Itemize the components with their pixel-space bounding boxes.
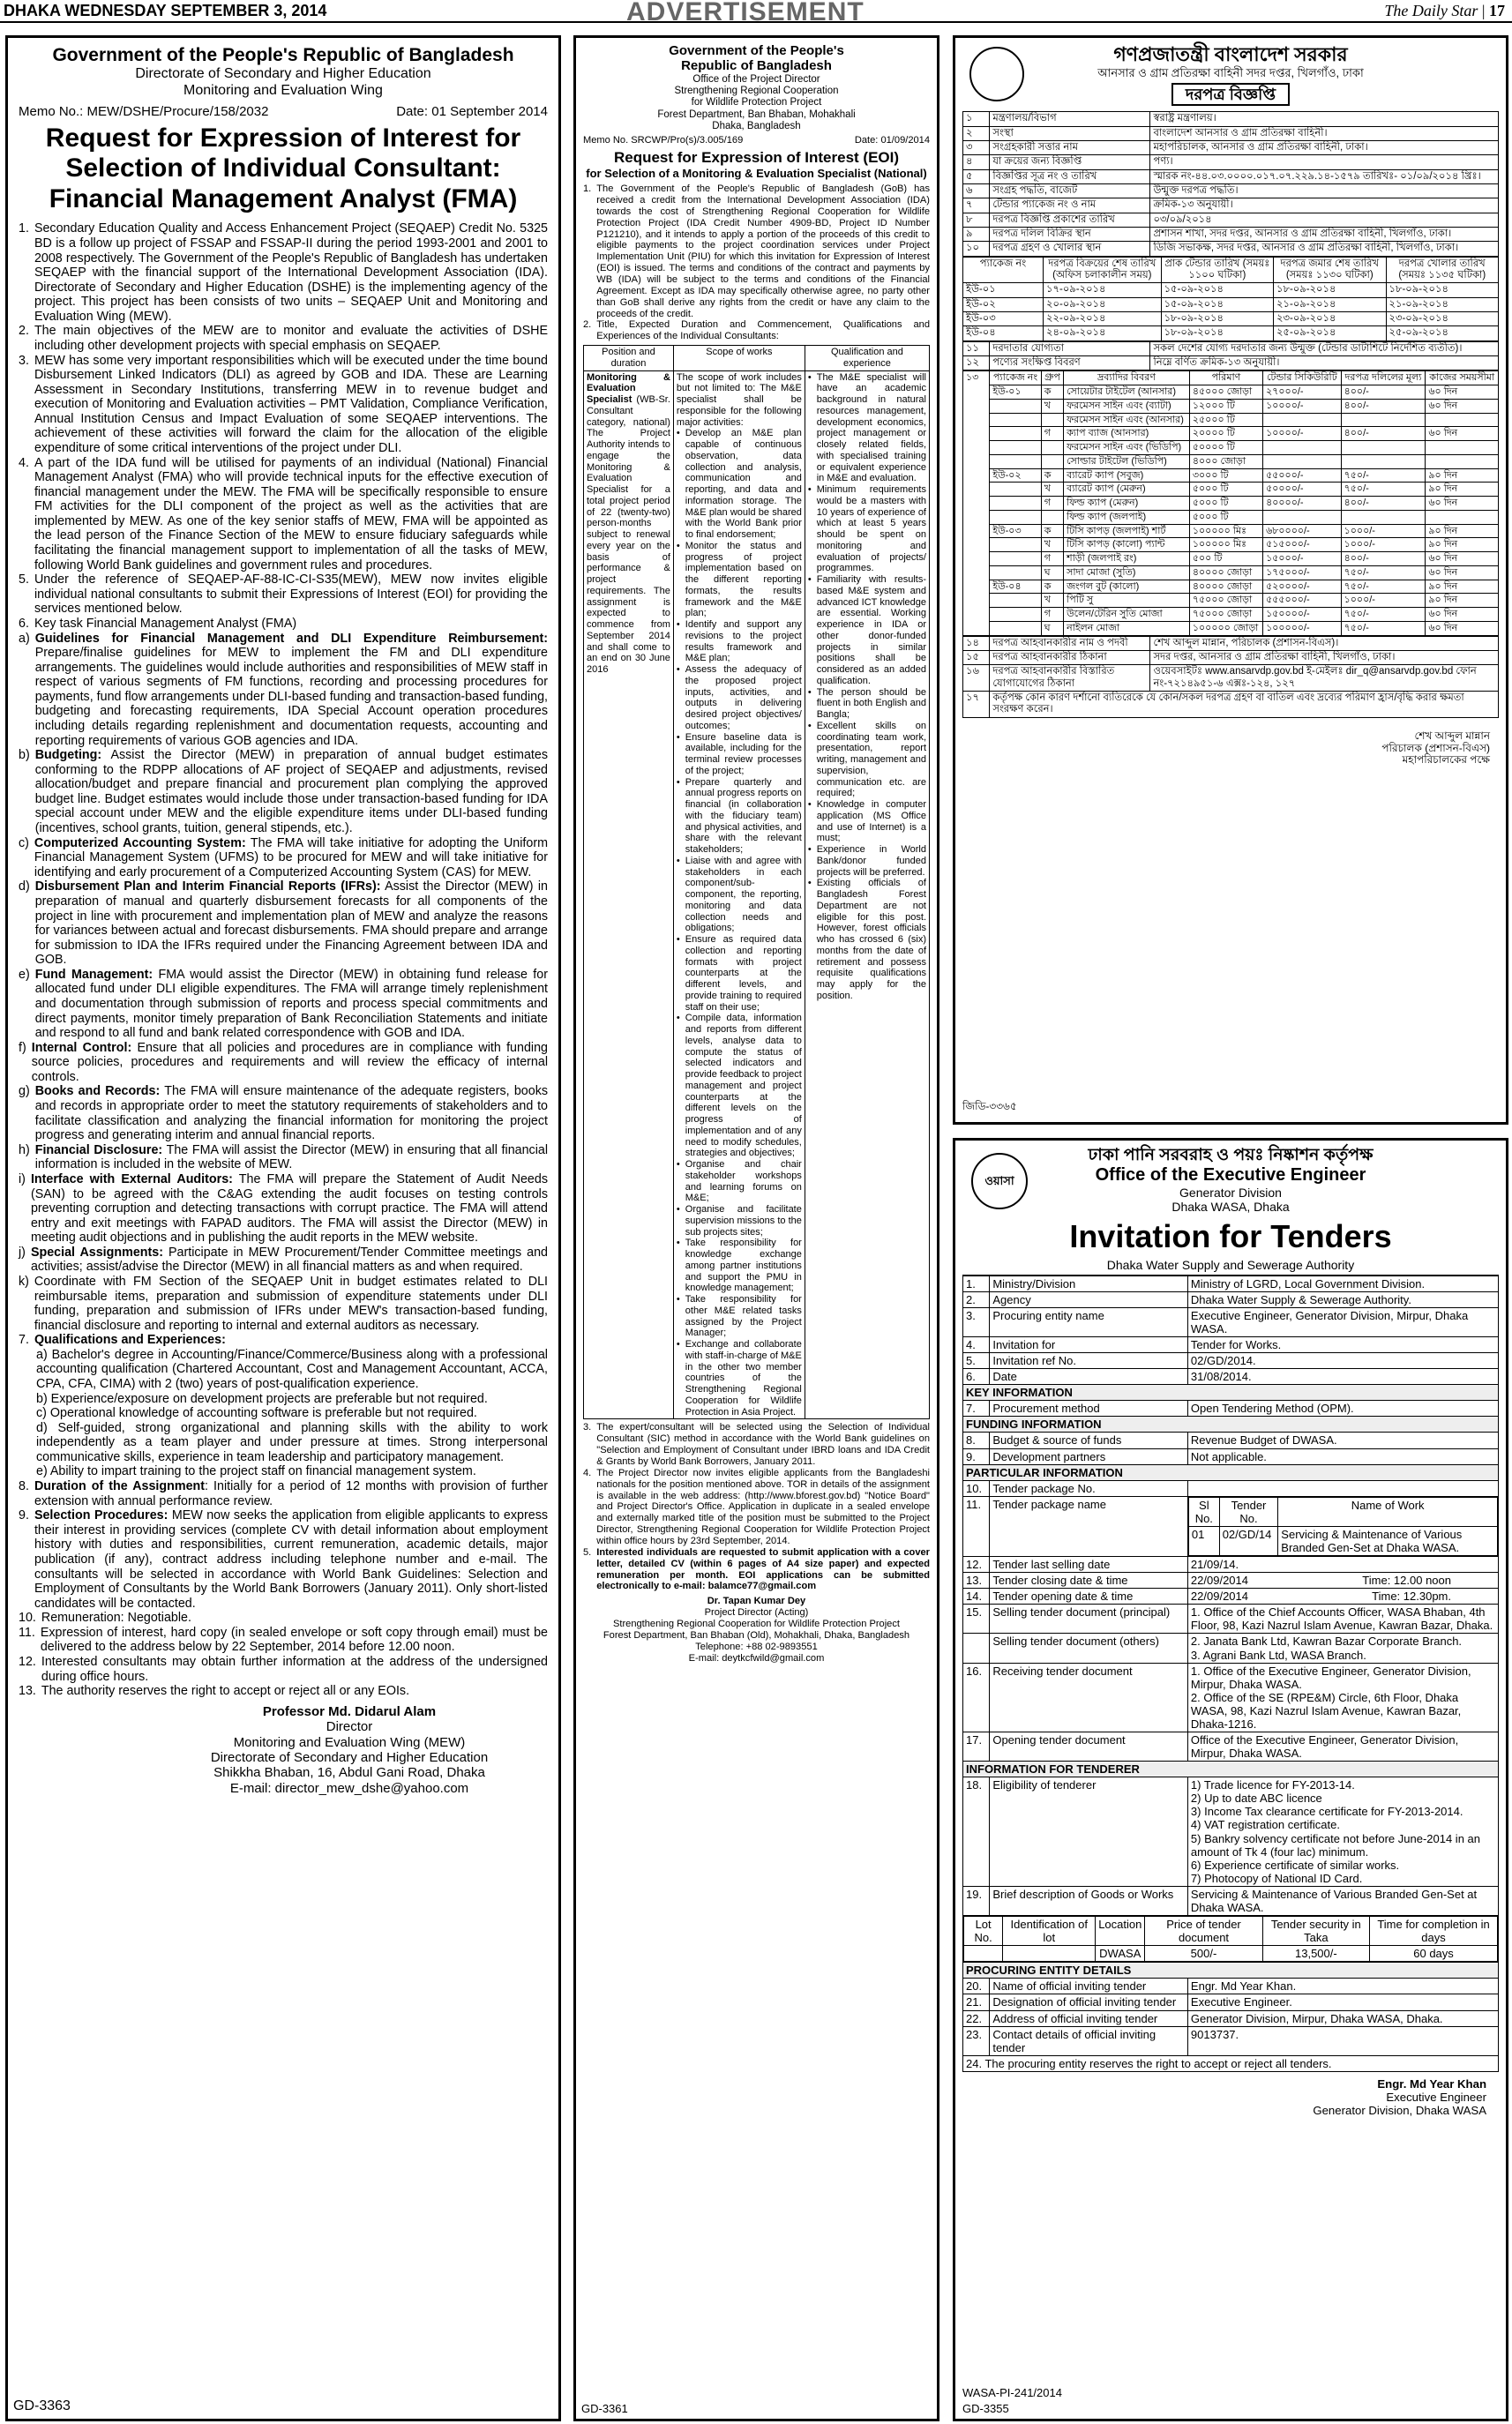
ad4-bn-title: ঢাকা পানি সরবরাহ ও পয়ঃ নিষ্কাশন কর্তৃপক্ষ <box>1088 1146 1374 1164</box>
scope-item: • Ensure as required data collection and reporting formats with project counterparts at the different levels, and provide training to required staff on their use; <box>676 934 802 1013</box>
table-row: 17. Opening tender document Office of the Executive Engineer, Generator Division, Mirpur, Dhaka WASA. <box>963 1732 1499 1762</box>
ad2-office: Office of the Project Director Strengthening Regional Cooperation for Wildlife Protection Project Forest Department, Ban Bhaban, Mohakhali Dhaka, Bangladesh <box>657 73 856 132</box>
table-row: 11. Tender package name Sl No. Tender No. Name of Work 01 02/GD/14 Servicing & Maintenance of Various Branded Gen-Set at Dhaka WASA. <box>963 1496 1499 1556</box>
ad1-memo-line: Memo No.: MEW/DSHE/Procure/158/2032 Date: 01 September 2014 <box>19 104 548 120</box>
fma-eoi-ad <box>5 35 561 2421</box>
task-item: a) Guidelines for Financial Management and DLI Expenditure Reimbursement: Prepare/finalise guidelines for MEW to implement the FM and DLI expenditure arrangements. The guidelines would include authorities and responsibilities of MEW staff in respect of various segments of FM functions, recording and processing procedures for payments, fund flow arrangements under DLI-based funding and transaction-based funding, budgeting and forecasting requirements, IDA Special Account operation procedures including details regarding replenishment and documentation requests, accounting and reporting requirements of various GOB agencies and IDA. <box>19 631 548 748</box>
table-row: ইউ-০১ ক সোয়েটার টাইটেল (আনসার) ৪৫০০০ জোড়া ২৭০০০/- ৪০০/- ৬০ দিন <box>963 385 1499 400</box>
ad2-para: 4. The Project Director now invites eligible applicants from the Bangladeshi nationals for the position mentioned above. TOR in details of the assignment is available in the web address: (http://www.bforest.gov.bd) "Notice Board" and Project Director's Office. Application in duplicate in a sealed envelope and externally marked title of the position must be submitted to the Project Director, Strengthening Regional Cooperation for Wildlife Protection Project within office hours by 23rd September, 2014. <box>583 1467 930 1546</box>
ad1-para: 3. MEW has some very important responsibilities which will be executed under the time bound Disbursement Linked Indicators (DLI) as agreed by GOB and IDA. These are Learning Assessment in Secondary Institutions, transferring MEW in to revenue budget and execution of Monitoring and Evaluation activities – PMT Validation, Compliance Verification, Annual Institution Census and Impact Evaluation of some SEQAEP interventions. The achievement of these activities will forward the claim for the allocation of the eligible expenditure of some critical interventions of the project under DLI. <box>19 353 548 456</box>
ad3-info-table-2 <box>962 341 1499 371</box>
table-row: ১৪ দরপত্র আহবানকারীর নাম ও পদবী শেখ আব্দুল মান্নান, পরিচালক (প্রশাসন-বিএস)। <box>963 636 1499 650</box>
task-item: g) Books and Records: The FMA will ensure maintenance of the adequate registers, books and records in appropriate order to meet the statutory requirements of stakeholders and to facilitate classification and analyzing the financial information for monitoring the project progress and generating interim and annual financial reports. <box>19 1084 549 1143</box>
scope-list <box>677 428 802 1418</box>
table-row: ৪ যা ক্রয়ের জন্য বিজ্ঞপ্তি পণ্য। <box>963 155 1499 169</box>
table-row: 9. Development partners Not applicable. <box>963 1448 1499 1464</box>
qual-list <box>19 1348 548 1479</box>
scope-item: • Take responsibility for other M&E related tasks assigned by the Project Manager; <box>676 1294 802 1339</box>
page-header <box>0 0 1512 26</box>
table-row: 6. Date 31/08/2014. <box>963 1369 1499 1385</box>
table-row: ৭ টেন্ডার প্যাকেজ নং ও নাম ক্রমিক-১৩ অনুযায়ী। <box>963 198 1499 213</box>
ad2-code: GD-3361 <box>581 2401 628 2415</box>
table-row: ইউ-০২ ২০-০৯-২০১৪ ১৫-০৯-২০১৪ ২১-০৯-২০১৪ ২১-০৯-২০১৪ <box>963 297 1499 311</box>
qual-item: • Excellent skills on coordinating team work, presentation, report writing, management and supervision, communication etc. are required; <box>807 720 926 799</box>
scope-item: • Organise and facilitate supervision missions to the sub projects sites; <box>676 1204 802 1238</box>
scope-item: • Develop an M&E plan capable of continuous observation, data collection and analysis, communication and reporting, and data and information storage. The M&E plan would be shared with the World Bank prior to final endorsement; <box>676 428 802 541</box>
task-item: d) Disbursement Plan and Interim Financial Reports (IFRs): Assist the Director (MEW) in preparation of manual and quarterly disbursement forecasts for all components of the project in line with procurement and implementation plan of MEW and analyze the reasons for variances between actual and forecast disbursements. FMA should prepare and arrange for submission to IDA the IFRs required under the Financing Agreement between IDA and GOB. <box>19 879 548 968</box>
me-specialist-eoi-ad <box>573 35 939 2421</box>
table-row: ফরমেসন সাইন এবং (আনসার) ২৫০০০ টি <box>963 413 1499 427</box>
task-item: b) Budgeting: Assist the Director (MEW) in preparation of annual budget estimates conforming to the RDPP allocations of AF project of SEQAEP and adjustments, revised allocation/budget and prepare financial and procurement plan complying the approved budget line. Budget estimates would include those under transaction-based funding for IDA special account under MEW and the eligible expenditure items under DLI-based funding (incentives, school grants, tuition, general stipends, etc.). <box>19 748 548 836</box>
ad3-title1: গণপ্রজাতন্ত্রী বাংলাদেশ সরকার <box>1113 43 1348 65</box>
ad1-para: 10. Remuneration: Negotiable. <box>19 1611 191 1626</box>
wasa-logo-icon: ওয়াসা <box>971 1153 1028 1209</box>
table-row: ঘ নাইলন মোজা ১০০০০০ জোড়া ১০০০০০/- ৭৫০/- ৬০ দিন <box>963 621 1499 635</box>
table-row: ১৭ কর্তৃপক্ষ কোন কারণ দর্শানো ব্যতিরেকে যে কোন/সকল দরপত্র গ্রহণ বা বাতিল এবং দ্রব্যের পরিমাণ হ্রাস/বৃদ্ধি করার ক্ষমতা সংরক্ষণ করেন। <box>963 691 1499 717</box>
table-row: ১০ দরপত্র গ্রহণ ও খোলার স্থান ডিজি সভাকক্ষ, সদর দপ্তর, আনসার ও গ্রাম প্রতিরক্ষা বাহিনী, খিলগাঁও, ঢাকা। <box>963 242 1499 256</box>
table-row: সোল্ডার টাইটেল (ভিডিপি) ৪০০০ জোড়া <box>963 454 1499 468</box>
ad3-info-table <box>962 111 1499 256</box>
ad4-title: Invitation for Tenders <box>1069 1217 1392 1254</box>
table-row: গ ফিল্ড ক্যাপ (মেরুন) ৫০০০ টি ৪০০০০/- ৪০০/- ৬০ দিন <box>963 497 1499 511</box>
qual-item: c) Operational knowledge of accounting software is preferable but not required. <box>36 1406 477 1421</box>
qual-item: • Existing officials of Bangladesh Forest Department are not eligible for this post. However, forest officials who has crossed 6 (six) months from the date of retirement and possess requisite qualifications may apply for the position. <box>807 878 926 1001</box>
table-row: খ পিটি সু ৭৫০০০ জোড়া ৫৫৫০০০/- ১০০০/- ৯০ দিন <box>963 594 1499 608</box>
table-row: 5. Invitation ref No. 02/GD/2014. <box>963 1353 1499 1369</box>
scope-item: • Organise and chair stakeholder workshops and learning forums on M&E; <box>676 1159 802 1204</box>
ad4-authority: Dhaka Water Supply and Sewerage Authority <box>962 1258 1499 1275</box>
ad2-para: 2. Title, Expected Duration and Commencement, Qualifications and Experiences of the Individual Consultants: <box>583 319 930 342</box>
scope-item: • Identify and support any revisions to the project results framework and M&E plan; <box>676 619 802 664</box>
table-row: Selling tender document (others) 2. Janata Bank Ltd, Kawran Bazar Corporate Branch. 3. Agrani Bank Ltd, WASA Branch. <box>963 1634 1499 1663</box>
ad1-para: 5. Under the reference of SEQAEP-AF-88-IC-CI-S35(MEW), MEW now invites eligible individual national consultants to submit their Expressions of Interest (EOI) for providing the services mentioned below. <box>19 572 548 617</box>
table-row: ২ সংস্থা বাংলাদেশ আনসার ও গ্রাম প্রতিরক্ষা বাহিনী। <box>963 126 1499 140</box>
section-heading: INFORMATION FOR TENDERER <box>963 1762 1499 1777</box>
ad3-code: জিডি-৩৩৬৫ <box>962 1100 1017 1113</box>
task-item: k) Coordinate with FM Section of the SEQAEP Unit in budget estimates related to DLI reimbursable items, preparation and submission of expenditure statements under DLI funding, preparation and submission of IFRs under MEW's transaction-based funding, financial disclosure and reporting to internal and external auditors as necessary. <box>19 1274 548 1333</box>
ad3-title2: আনসার ও গ্রাম প্রতিরক্ষা বাহিনী সদর দপ্তর, খিলগাঁও, ঢাকা <box>1097 65 1364 79</box>
table-row: ফিল্ড ক্যাপ (জলপাই) ৫০০০ টি <box>963 510 1499 524</box>
table-row: ১৩ প্যাকেজ নং গ্রুপ দ্রব্যাদির বিবরণ পরিমাণ টেন্ডার সিকিউরিটি দরপত্র দলিলের মূল্য কাজের সময়সীমা <box>963 371 1499 385</box>
table-row: গ শাড়ী (জলপাই রং) ৫০০ টি ১৫০০০/- ৪০০/- ৬০ দিন <box>963 552 1499 566</box>
table-row: খ ব্যারেট ক্যাপ (মেরুন) ৫০০০ টি ৫০০০০/- ৭৫০/- ৯০ দিন <box>963 483 1499 497</box>
ad3-title3: দরপত্র বিজ্ঞপ্তি <box>1171 83 1290 107</box>
table-row: ১৬ দরপত্র আহবানকারীর বিস্তারিত যোগাযোগের ঠিকানা ওয়েবসাইটঃ www.ansarvdp.gov.bd ই-মেইলঃ dir_q@ansarvdp.gov.bd ফোন নং-৭২১৪৯৫১-৬ এক্সঃ-১২৪, ১২৭ <box>963 665 1499 692</box>
ad1-dir: Directorate of Secondary and Higher Education <box>135 66 431 82</box>
scope-item: • Compile data, information and reports from different levels, analyse data to compute the status of selected indicators and provide feedback to project management and project counterparts at the different levels on the progress of implementation and of any need to modify schedules, strategies and objectives; <box>676 1013 802 1159</box>
table-row: ৯ দরপত্র দলিল বিক্রির স্থান প্রশাসন শাখা, সদর দপ্তর, আনসার ও গ্রাম প্রতিরক্ষা বাহিনী, খিলগাঁও, ঢাকা। <box>963 228 1499 242</box>
table-row: ৬ সংগ্রহ পদ্ধতি, বাজেট উন্মুক্ত দরপত্র পদ্ধতি। <box>963 184 1499 198</box>
table-row: খ টিসি কাপড় (কালো) প্যান্ট ১০০০০০ মিঃ ৫১৫০০০/- ১০০০/- ৯০ দিন <box>963 538 1499 552</box>
ad2-memo-line: Memo No. SRCWP/Pro(s)/3.005/169 Date: 01/09/2014 <box>583 135 930 146</box>
table-row: ইউ-০৩ ক টিসি কাপড় (জলপাই) শার্ট ১০০০০০ মিঃ ৬৮০০০০/- ১০০০/- ৯০ দিন <box>963 524 1499 538</box>
table-row: 21. Designation of official inviting tender Executive Engineer. <box>963 1994 1499 2010</box>
table-row: ইউ-০৪ ক জংগল বুট (কালো) ৪০০০০ জোড়া ৫২০০০০/- ৭৫০/- ৯০ দিন <box>963 580 1499 594</box>
table-row: 14. Tender opening date & time 22/09/2014 Time: 12.30pm. <box>963 1589 1499 1605</box>
lot-table-row <box>963 1916 1499 1963</box>
ad1-gov: Government of the People's Republic of Bangladesh <box>52 45 514 65</box>
qual-item: d) Self-guided, strong organizational and planning skills with the ability to work independently as a team player and under pressure at times. Strong interpersonal communicative skills, experience in team leadership and participatory management. <box>36 1420 548 1464</box>
ad3-info-table-3 <box>962 636 1499 718</box>
table-row: প্যাকেজ নং দরপত্র বিক্রয়ের শেষ তারিখ (অফিস চলাকালীন সময়) প্রাক টেন্ডার তারিখ (সময়ঃ ১১০০ ঘটিকা) দরপত্র জমার শেষ তারিখ (সময়ঃ ১১৩০ ঘটিকা) দরপত্র খোলার তারিখ (সময়ঃ ১১৩৫ ঘটিকা) <box>963 257 1499 283</box>
task-item: f) Internal Control: Ensure that all policies and procedures are in compliance with funding source policies, procedures and requirements and will review the efficacy of internal controls. <box>19 1040 548 1084</box>
package-subtable: Sl No. Tender No. Name of Work 01 02/GD/14 Servicing & Maintenance of Various Branded Gen-Set at Dhaka WASA. <box>1188 1497 1498 1556</box>
table-row: ইউ-০৩ ২২-০৯-২০১৪ ১৮-০৯-২০১৪ ২৩-০৯-২০১৪ ২৩-০৯-২০১৪ <box>963 312 1499 326</box>
qual-item: • The M&E specialist will have an academic background in natural resources management, development economics, project management or closely related fields, with specialised training or equivalent experience in M&E and evaluation. <box>807 371 926 484</box>
ad4-code: GD-3355 <box>962 2401 1009 2415</box>
govt-emblem-icon <box>969 47 1024 101</box>
table-row: 13. Tender closing date & time 22/09/2014 Time: 12.00 noon <box>963 1573 1499 1589</box>
qual-item: • The person should be fluent in both English and Bangla; <box>807 686 926 721</box>
table-row: 18. Eligibility of tenderer 1) Trade licence for FY-2013-14. 2) Up to date ABC licence 3) Income Tax clearance certificate for FY-2013-2014. 4) VAT registration certificate. 5) Bankry solvency certificate not before June-2014 in an amount of Tk 4 (four lac) minimum. 6) Experience certificate of similar works. 7) Photocopy of National ID Card. <box>963 1777 1499 1887</box>
table-row: 2. Agency Dhaka Water Supply & Sewerage Authority. <box>963 1291 1499 1307</box>
task-item: i) Interface with External Auditors: The FMA will prepare the Statement of Audit Needs (SAN) to be agreed with the C&AG extending the audit focuses on testing controls preventing corruption and detecting transactions with corrupt practice. The FMA will attend entry and exit meetings with FAPAD auditors. The FMA will assist the Director (MEW) in meeting audit objections and in publishing the audit reports in the MEW website. <box>19 1171 548 1246</box>
scope-item: • Prepare quarterly and annual progress reports on financial (in collaboration with the fiduciary team) and physical activities, and share with the relevant stakeholders; <box>676 776 802 856</box>
scope-item: • Liaise with and agree with stakeholders in each component/sub-component, the reporting, monitoring and data collection needs and obligations; <box>676 855 802 934</box>
table-row: গ উলেন/টেরিন সুতি মোজা ৭৫০০০ জোড়া ১৫০০০০/- ৭৫০/- ৬০ দিন <box>963 608 1499 622</box>
qual-item: a) Bachelor's degree in Accounting/Finance/Commerce/Business along with a professional accounting qualification (Chartered Accountant, Cost and Management Accountant, ACCA, CPA, CFA, CIMA) with 2 (two) years of post-qualification experience. <box>36 1347 548 1392</box>
table-row: ইউ-০৪ ২৪-০৯-২০১৪ ১৮-০৯-২০১৪ ২৫-০৯-২০১৪ ২৫-০৯-২০১৪ <box>963 326 1499 340</box>
scope-item: • Assess the adequacy of the proposed project inputs, activities, and outputs in delivering desired project objectives/ outcomes; <box>676 664 802 731</box>
ad1-title: Request for Expression of Interest for Selection of Individual Consultant: Financial Management Analyst (FMA) <box>45 123 521 213</box>
table-row: 22. Address of official inviting tender Generator Division, Mirpur, Dhaka WASA, Dhaka. <box>963 2010 1499 2026</box>
lot-table: Lot No. Identification of lot Location Price of tender document Tender security in Taka Time for completion in days DWASA 500/- 13,500/- 60 days <box>963 1916 1498 1962</box>
ad1-para: 6. Key task Financial Management Analyst (FMA) <box>19 616 297 631</box>
ad2-position-table: Position and duration Scope of works Qualification and experience Monitoring & Evaluation Specialist (WB-Sr. Consultant category, national) The Project Authority intends to engage the Monitoring & Evaluation Specialist for a total project period of 22 (twenty-two) person-months subject to renewal every year on the basis of performance & project requirements. The assignment is expected to commence from September 2014 and shall come to an end on 30 June 2016 The scope of work includes but not limited to: The M&E specialist shall be responsible for the following major activities: • Develop an M&E plan capable of continuous observation, data collection and analysis, communication and reporting, and data and information storage. The M&E plan would be shared with the World Bank prior to final endorsement; • Monitor the status and progress of project implementation based on the different reporting formats, the results framework and the M&E plan; • Identify and support any revisions to the project results framework and M&E plan; • Assess the adequacy of the proposed project inputs, activities, and outputs in delivering desired project objectives/ outcomes; • Ensure baseline data is available, including for the terminal review processes of the project; • Prepare quarterly and annual progress reports on financial (in collaboration with the fiduciary team) and physical activities, and share with the relevant stakeholders; • Liaise with and agree with stakeholders in each component/sub-component, the reporting, monitoring and data collection needs and obligations; • Ensure as required data collection and reporting formats with project counterparts at the different levels, and provide training to required staff on their use; • Compile data, information and reports from different levels, analyse data to compute the status of selected indicators and provide feedback to project management and project counterparts at the different levels on the progress of implementation and of any need to modify schedules, strategies and objectives; • Organise and chair stakeholder workshops and learning forums on M&E; • Organise and facilitate supervision missions to the sub projects sites; • Take responsibility for knowledge exchange among partner institutions and support the PMU in knowledge management; • Take responsibility for other M&E related tasks assigned by the Project Manager; • Exchange and collaborate with staff-in-charge of M&E in the other two member countries of the Strengthening Regional Cooperation for Wildlife Protection in Asia Project. • The M&E specialist will have an academic background in natural resources management, development economics, project management or closely related fields, with specialised training or equivalent experience in M&E and evaluation. • Minimum requirements would be a masters with 10 years of experience of which at least 5 years should be spent on monitoring and evaluation of projects/ programmes. • Familiarity with results-based M&E system and advanced ICT knowledge are essential. Working experience in IDA or other donor-funded projects in similar positions shall be considered as an added qualification. • The person should be fluent in both English and Bangla; • Excellent skills on coordinating team work, presentation, report writing, management and supervision, communication etc. are required; • Knowledge in computer application (MS Office and use of Internet) is a must; • Experience in World Bank/donor funded projects will be preferred. • Existing officials of Bangladesh Forest Department are not eligible for this post. However, forest officials who has crossed 6 (six) months from the date of retirement and possess requisite qualifications may apply for the position. <box>583 345 930 1419</box>
ad1-para: 2. The main objectives of the MEW are to monitor and evaluate the activities of DSHE including other development projects with special emphasis on SEQAEP. <box>19 324 548 353</box>
table-row: ৫ বিজ্ঞপ্তির সূত্র নং ও তারিখ স্মারক নং-৪৪.০৩.০০০০.০১৭.০৭.২২৯.১৪-১৫৭৯ তারিখঃ- ০১/০৯/২০১৪ খ্রিঃ। <box>963 169 1499 183</box>
table-row: 3. Procuring entity name Executive Engineer, Generator Division, Mirpur, Dhaka WASA. <box>963 1307 1499 1336</box>
ad2-para: 3. The expert/consultant will be selected using the Selection of Individual Consultant (SIC) method in accordance with the World Bank guidelines on "Selection and Employment of Consultant under IBRD loans and IDA Credit & Grants by World Bank Borrowers, January 2011. <box>583 1422 930 1467</box>
table-row: 23. Contact details of official inviting tender 9013737. <box>963 2026 1499 2055</box>
ad1-para: 11. Expression of interest, hard copy (in sealed envelope or soft copy through email) must be delivered to the address below by 22 September, 2014 before 12.00 noon. <box>19 1625 548 1655</box>
qual-item: • Experience in World Bank/donor funded projects will be preferred. <box>807 844 926 878</box>
table-row: 15. Selling tender document (principal) 1. Office of the Chief Accounts Officer, WASA Bhaban, 4th Floor, 98, Kazi Nazrul Islam Avenue, Kawran Bazar, Dhaka. <box>963 1605 1499 1634</box>
table-row: ফরমেসন সাইন এবং (ভিডিপি) ৫০০০০ টি <box>963 441 1499 455</box>
scope-item: • Exchange and collaborate with staff-in-charge of M&E in the other two member countries of the Strengthening Regional Cooperation for Wildlife Protection in Asia Project. <box>676 1339 802 1418</box>
task-item: e) Fund Management: FMA would assist the Director (MEW) in obtaining fund release for allocated fund under DLI eligible expenditures. The FMA will arrange timely replenishment and documentation through submission of reports and process special commitments and direct payments, monitor timely preparation of Bank Reconciliation Statements and initiate and respond to all fund and bank related correspondence with GOB and IDA. <box>19 967 548 1041</box>
section-heading: FUNDING INFORMATION <box>963 1417 1499 1433</box>
ad1-code: GD-3363 <box>13 2398 71 2414</box>
ad2-gov: Government of the People's Republic of Bangladesh <box>669 43 844 74</box>
table-row: ইউ-০১ ১৭-০৯-২০১৪ ১৫-০৯-২০১৪ ১৮-০৯-২০১৪ ১৮-০৯-২০১৪ <box>963 283 1499 297</box>
ad1-para: 12. Interested consultants may obtain further information at the address of the undersigned during office hours. <box>19 1655 548 1684</box>
scope-item: • Take responsibility for knowledge exchange among partner institutions and support the PMU in knowledge management; <box>676 1238 802 1294</box>
ad2-signature: Dr. Tapan Kumar Dey Project Director (Acting) Strengthening Regional Cooperation for Wildlife Protection Project Forest Department, Ban Bhaban (Old), Mohakhali, Dhaka, Bangladesh Telephone: +88 02-9893551 E-mail: deytkcfwild@gmail.com <box>603 1596 910 1664</box>
ad3-items-table <box>962 370 1499 635</box>
ad4-signature: Engr. Md Year Khan Executive Engineer Generator Division, Dhaka WASA <box>1313 2076 1486 2118</box>
table-row: ১৫ দরপত্র আহবানকারীর ঠিকানা সদর দপ্তর, আনসার ও গ্রাম প্রতিরক্ষা বাহিনী, খিলগাঁও, ঢাকা। <box>963 650 1499 664</box>
table-row: 8. Budget & source of funds Revenue Budget of DWASA. <box>963 1433 1499 1448</box>
table-row: গ ক্যাপ ব্যাজ (আনসার) ২০০০০ টি ১০০০০/- ৪০০/- ৬০ দিন <box>963 427 1499 441</box>
qual-item: b) Experience/exposure on development projects are preferable but not required. <box>36 1391 488 1406</box>
ad4-office: Office of the Executive Engineer <box>1095 1165 1366 1186</box>
scope-item: • Monitor the status and progress of project implementation based on the different reporting formats, the results framework and the M&E plan; <box>676 540 802 619</box>
ad2-subtitle: for Selection of a Monitoring & Evaluation Specialist (National) <box>586 167 927 180</box>
ad1-wing: Monitoring and Evaluation Wing <box>183 82 383 98</box>
table-row: ১২ পণ্যের সংক্ষিপ্ত বিবরণ নিম্নে বর্ণিত ক্রমিক-১৩ অনুযায়ী। <box>963 356 1499 370</box>
table-row: ১১ দরদাতার যোগ্যতা সকল দেশের যোগ্য দরদাতার জন্য উন্মুক্ত (টেন্ডার ডাটাশিটে নির্দেশিত ব্যতীত)। <box>963 341 1499 355</box>
table-row: 7. Procurement method Open Tendering Method (OPM). <box>963 1401 1499 1417</box>
ad1-para: 4. A part of the IDA fund will be utilised for payments of an individual (National) Financial Management Analyst (FMA) who will provide technical inputs for the effective execution of financial management under the MEW. The FMA will be specifically responsible to ensure FM activities for the DLI component of the project as well as the activities that are implemented by MEW. As one of the key senior staffs of MEW, FMA will be appointed as the lead person of the Finance Section of the MEW to ensure fiduciary safeguards while facilitating the financial management support to implementation of all the tasks of MEW, following World Bank guidelines and government rules and procedures. <box>19 455 548 572</box>
table-row: 10. Tender package No. <box>963 1480 1499 1496</box>
scope-item: • Ensure baseline data is available, including for the terminal review processes of the project; <box>676 731 802 776</box>
section-heading: PROCURING ENTITY DETAILS <box>963 1963 1499 1979</box>
table-row: ইউ-০২ ক ব্যারেট ক্যাপ (সবুজ) ৩০০০ টি ৫৫০০০/- ৭৫০/- ৯০ দিন <box>963 468 1499 483</box>
ad4-division: Generator Division <box>1179 1186 1282 1201</box>
ad1-para: 8. Duration of the Assignment: Initially for a period of 12 months with provision of further extension with annual performance review. <box>19 1479 548 1508</box>
ad3-schedule-table <box>962 257 1499 341</box>
section-heading: PARTICULAR INFORMATION <box>963 1464 1499 1480</box>
ad1-para: 1. Secondary Education Quality and Access Enhancement Project (SEQAEP) Credit No. 5325 BD is a follow up project of FSSAP and FSSAP-II during the period 1993-2001 and 2001 to 2008 respectively. The Government of the People's Republic of Bangladesh has undertaken SEQAEP with the financial support of the International Development Association (IDA). Directorate of Secondary and Higher Education (DSHE) is the implementing agency of the project. This project has been consists of two units – SEQAEP Unit and Monitoring and Evaluation Wing (MEW). <box>19 221 548 324</box>
table-row: 20. Name of official inviting tender Engr. Md Year Khan. <box>963 1979 1499 1994</box>
table-row: 16. Receiving tender document 1. Office of the Executive Engineer, Generator Division, Mirpur, Dhaka WASA. 2. Office of the SE (RPE&M) Circle, 6th Floor, Dhaka WASA, 98, Kazi Nazrul Islam Avenue, Kawran Bazar, Dhaka-1216. <box>963 1663 1499 1732</box>
header-section: ADVERTISEMENT <box>626 0 865 26</box>
ad2-para: 5. Interested individuals are requested to submit application with a cover letter, detailed CV (within 6 pages of A4 size paper) and expected remuneration per month. EOI applications can be submitted electronically to e-mail: balamce77@gmail.com <box>583 1546 930 1592</box>
ad1-para: 9. Selection Procedures: MEW now seeks the application from eligible applicants to express their interest in providing services (complete CV with detail information about employment history with duties and responsibilities, current remuneration, academic details, major publication (if any), contract address including telephone number and e-mail. The consultants will be selected in accordance with World Bank Guidelines: Selection and Employment of Consultants by the World Bank Borrowers (January 2011). Only short-listed candidates will be contacted. <box>19 1508 548 1611</box>
ad4-tender-table <box>962 1276 1499 2072</box>
ansar-tender-ad <box>953 35 1508 1125</box>
qual-list <box>808 372 926 1002</box>
table-row: 19. Brief description of Goods or Works Servicing & Maintenance of Various Branded Gen-Set at Dhaka WASA. <box>963 1886 1499 1915</box>
qual-item: e) Ability to impart training to the project staff on financial management system. <box>36 1464 476 1479</box>
ad4-code: WASA-PI-241/2014 <box>962 2385 1062 2399</box>
ad4-wasa: Dhaka WASA, Dhaka <box>1171 1200 1290 1215</box>
ad2-para: 1. The Government of the People's Republic of Bangladesh (GoB) has received a credit from the International Development Association (IDA) towards the cost of Strengthening Regional Cooperation for Wildlife Protection Project (IDA Credit Number 4909-BD, Project ID Number P121210), and it intends to apply a portion of the proceeds of this credit to eligible payments to the project coordination services under Project Implementation Unit (PIU) for which this invitation for Expression of Interest (EOI) is issued. The terms and conditions of the contract and payments by WB (IDA) will be subject to the terms and conditions of the Financial Agreement. Except as IDA may specifically otherwise agree, no party other than GoB shall derive any rights from the credit or have any claim to the proceeds of the credit. <box>583 183 930 319</box>
wasa-tender-ad <box>953 1138 1508 2421</box>
header-paper: The Daily Star | 17 <box>1384 2 1505 19</box>
header-date: DHAKA WEDNESDAY SEPTEMBER 3, 2014 <box>4 2 327 19</box>
table-row: 4. Invitation for Tender for Works. <box>963 1336 1499 1352</box>
table-row: খ ফরমেসন সাইন এবং (ব্যাটা) ১২০০০ টি ১০০০০/- ৪০০/- ৬০ দিন <box>963 399 1499 413</box>
ad3-signature: শেখ আব্দুল মান্নান পরিচালক (প্রশাসন-বিএস) মহাপরিচালকের পক্ষে <box>1381 729 1490 767</box>
ad1-signature: Professor Md. Didarul Alam Director Monitoring and Evaluation Wing (MEW) Directorate of Secondary and Higher Education Shikkha Bhaban, 16, Abdul Gani Road, Dhaka E-mail: director_mew_dshe@yahoo.com <box>210 1703 489 1796</box>
table-row: 12. Tender last selling date 21/09/14. <box>963 1557 1499 1573</box>
task-item: h) Financial Disclosure: The FMA will assist the Director (MEW) in ensuring that all financial information is included in the website of MEW. <box>19 1142 548 1172</box>
table-row: 24. The procuring entity reserves the right to accept or reject all tenders. <box>963 2055 1499 2071</box>
table-row: ১ মন্ত্রণালয়/বিভাগ স্বরাষ্ট্র মন্ত্রণালয়। <box>963 112 1499 126</box>
task-item: c) Computerized Accounting System: The FMA will take initiative for adopting the Uniform Financial Management System (UFMS) to be procured for MEW and will take initiative for identifying and early procurement of a Computerized Accounting System (CAS) for MEW. <box>19 835 549 879</box>
table-row: ৮ দরপত্র বিজ্ঞপ্তি প্রকাশের তারিখ ০৩/০৯/২০১৪ <box>963 213 1499 227</box>
qual-item: • Knowledge in computer application (MS Office and use of Internet) is a must; <box>807 799 926 844</box>
ad1-para: 7. Qualifications and Experiences: <box>19 1333 226 1348</box>
task-item: j) Special Assignments: Participate in MEW Procurement/Tender Committee meetings and activities; assist/advise the Director (MEW) in all financial matters as and when required. <box>19 1245 549 1275</box>
table-row: 1. Ministry/Division Ministry of LGRD, Local Government Division. <box>963 1276 1499 1291</box>
ad1-para: 13. The authority reserves the right to accept or reject all or any EOIs. <box>19 1684 410 1699</box>
table-row: ঘ সাদা মোজা (সুতি) ৪০০০০ জোড়া ১৭৫০০০/- ৭৫০/- ৬০ দিন <box>963 565 1499 580</box>
qual-item: • Minimum requirements would be a masters with 10 years of experience of which at least 5 years should be spent on monitoring and evaluation of projects/ programmes. <box>807 484 926 574</box>
qual-item: • Familiarity with results-based M&E system and advanced ICT knowledge are essential. Working experience in IDA or other donor-funded projects in similar positions shall be considered as an added qualification. <box>807 574 926 686</box>
table-row: ৩ সংগ্রহকারী সত্তার নাম মহাপরিচালক, আনসার ও গ্রাম প্রতিরক্ষা বাহিনী, ঢাকা। <box>963 141 1499 155</box>
ad2-title: Request for Expression of Interest (EOI) <box>613 149 900 167</box>
task-list <box>19 632 548 1334</box>
section-heading: KEY INFORMATION <box>963 1385 1499 1401</box>
